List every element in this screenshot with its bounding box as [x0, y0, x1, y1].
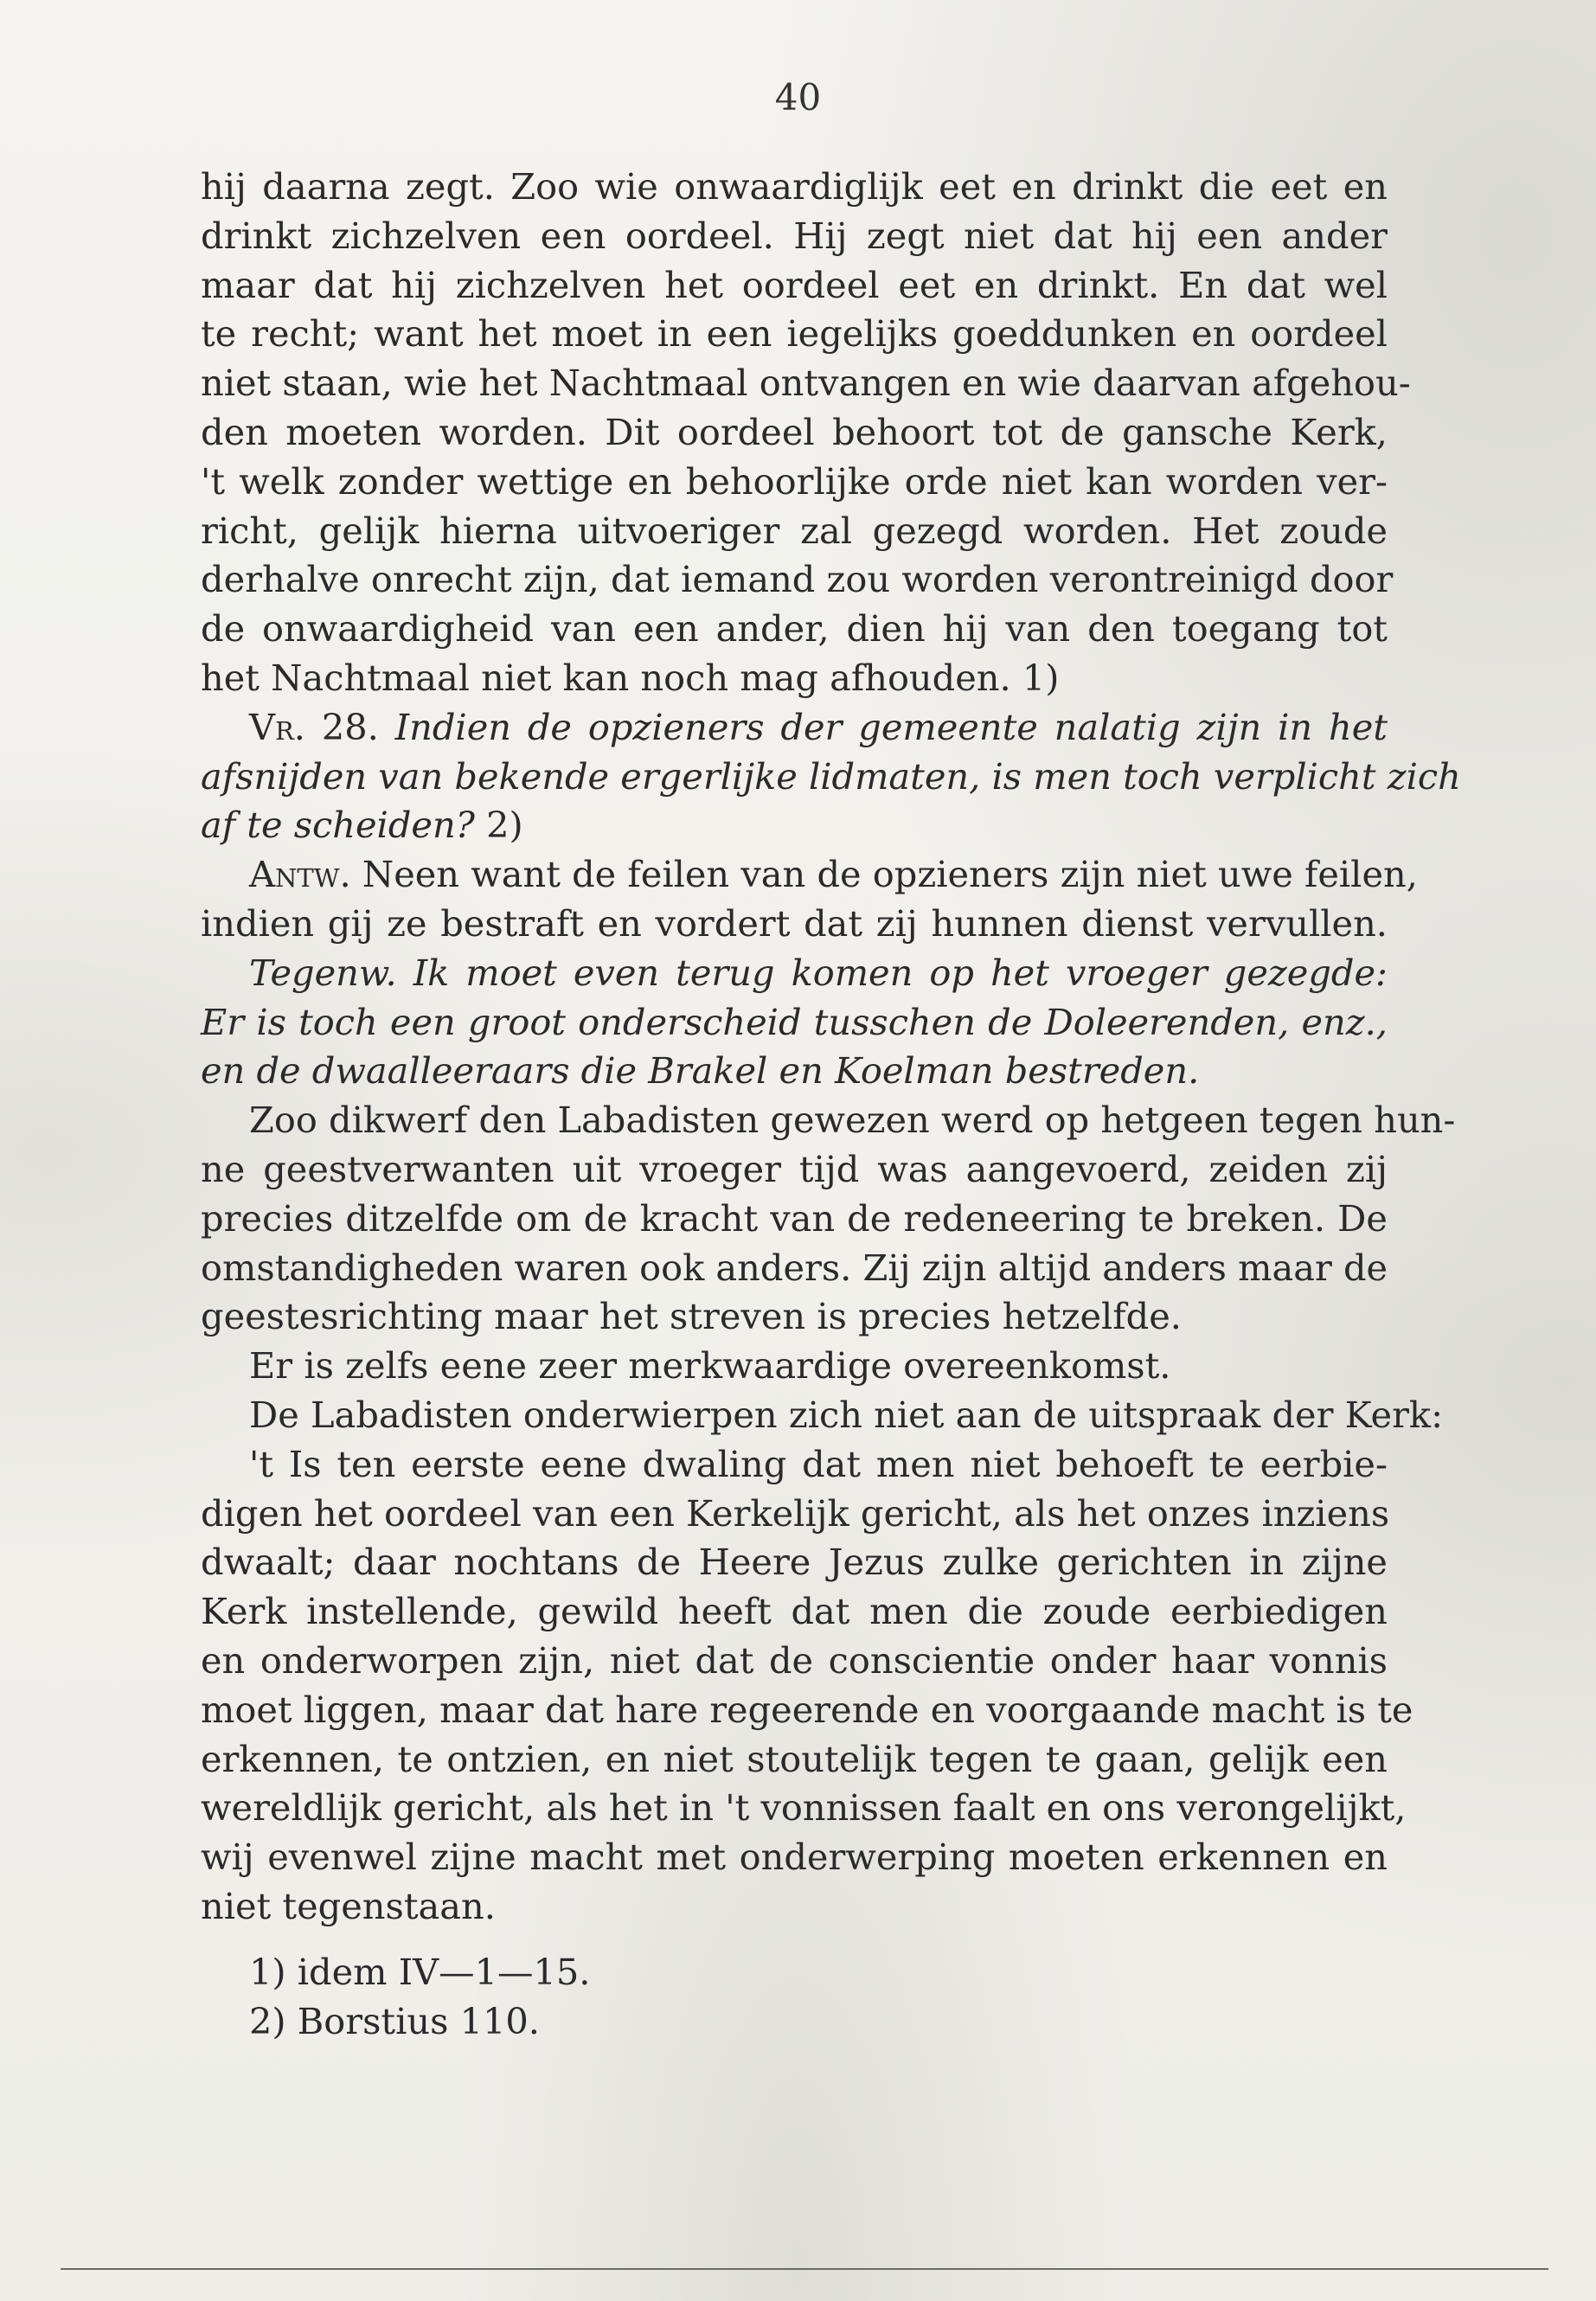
- answer-line: indien gij ze bestraft en vordert dat zij hunnen dienst vervullen.: [201, 901, 1388, 945]
- footnote: 2) Borstius 110.: [249, 1999, 540, 2042]
- text-line: te recht; want het moet in een iegelijks goeddunken en oordeel: [201, 312, 1388, 356]
- quote-line: Kerk instellende, gewild heeft dat men die zoude eerbiedigen: [201, 1590, 1388, 1633]
- footnote-ref: 2): [474, 804, 523, 847]
- question-line: afsnijden van bekende ergerlijke lidmaten, is men toch verplicht zich: [201, 754, 1461, 798]
- footnote: 1) idem IV—1—15.: [249, 1951, 591, 1993]
- objection-line: Tegenw. Ik moet even terug komen op het vroeger gezegde:: [249, 951, 1388, 994]
- question-text: Indien de opzieners der gemeente nalatig zijn in het: [394, 705, 1388, 748]
- text-line: niet staan, wie het Nachtmaal ontvangen en wie daarvan afgehou-: [201, 362, 1411, 405]
- text-line: het Nachtmaal niet kan noch mag afhouden. 1): [201, 656, 1060, 699]
- text-line: derhalve onrecht zijn, dat iemand zou worden verontreinigd door: [201, 558, 1394, 601]
- quote-line: digen het oordeel van een Kerkelijk gericht, als het onzes inziens: [201, 1491, 1390, 1535]
- question-label: Vr. 28.: [249, 705, 379, 748]
- quote-line: erkennen, te ontzien, en niet stoutelijk tegen te gaan, gelijk een: [201, 1737, 1388, 1780]
- quote-line: moet liggen, maar dat hare regeerende en voorgaande macht is te: [201, 1688, 1413, 1731]
- quote-line: 't Is ten eerste eene dwaling dat men niet behoeft te eerbie-: [249, 1442, 1388, 1485]
- answer-line: [201, 850, 1418, 900]
- footnotes: [201, 1948, 1388, 2047]
- page-bottom-rule: [61, 2268, 1548, 2270]
- text-line: hij daarna zegt. Zoo wie onwaardiglijk eet en drinkt die eet en: [201, 165, 1388, 208]
- objection-line: Er is toch een groot onderscheid tusschen de Doleerenden, enz.,: [201, 1000, 1388, 1043]
- text-line: precies ditzelfde om de kracht van de redeneering te breken. De: [201, 1196, 1388, 1240]
- quote-line: dwaalt; daar nochtans de Heere Jezus zulke gerichten in zijne: [201, 1541, 1388, 1584]
- main-text: [201, 163, 1461, 1932]
- text-line: 't welk zonder wettige en behoorlijke orde niet kan worden ver-: [201, 459, 1388, 503]
- text-line: De Labadisten onderwierpen zich niet aan de uitspraak der Kerk:: [249, 1393, 1444, 1436]
- quote-line: wereldlijk gericht, als het in 't vonnissen faalt en ons verongelijkt,: [201, 1786, 1407, 1830]
- text-line: omstandigheden waren ook anders. Zij zijn altijd anders maar de: [201, 1246, 1388, 1289]
- answer-text: Neen want de feilen van de opzieners zijn niet uwe feilen,: [350, 853, 1418, 896]
- answer-label: Antw.: [249, 853, 351, 896]
- text-line: ne geestverwanten uit vroeger tijd was aangevoerd, zeiden zij: [201, 1147, 1388, 1190]
- question-text: af te scheiden?: [201, 804, 475, 847]
- text-line: richt, gelijk hierna uitvoeriger zal gezegd worden. Het zoude: [201, 509, 1388, 552]
- page-number: 40: [774, 76, 822, 119]
- text-line: den moeten worden. Dit oordeel behoort tot de gansche Kerk,: [201, 410, 1388, 453]
- quote-line: en onderworpen zijn, niet dat de conscientie onder haar vonnis: [201, 1638, 1388, 1682]
- text-line: drinkt zichzelven een oordeel. Hij zegt niet dat hij een ander: [201, 214, 1388, 257]
- question-line: [201, 801, 1388, 850]
- text-line: Zoo dikwerf den Labadisten gewezen werd op hetgeen tegen hun-: [249, 1099, 1456, 1142]
- objection-line: en de dwaalleeraars die Brakel en Koelman bestreden.: [201, 1049, 1200, 1093]
- text-line: de onwaardigheid van een ander, dien hij van den toegang tot: [201, 607, 1388, 651]
- text-line: geestesrichting maar het streven is precies hetzelfde.: [201, 1295, 1182, 1338]
- quote-line: wij evenwel zijne macht met onderwerping moeten erkennen en: [201, 1836, 1388, 1879]
- text-line: maar dat hij zichzelven het oordeel eet en drinkt. En dat wel: [201, 263, 1388, 306]
- quote-line: niet tegenstaan.: [201, 1884, 496, 1927]
- question-line: [201, 703, 1388, 753]
- text-line: Er is zelfs eene zeer merkwaardige overeenkomst.: [249, 1344, 1171, 1388]
